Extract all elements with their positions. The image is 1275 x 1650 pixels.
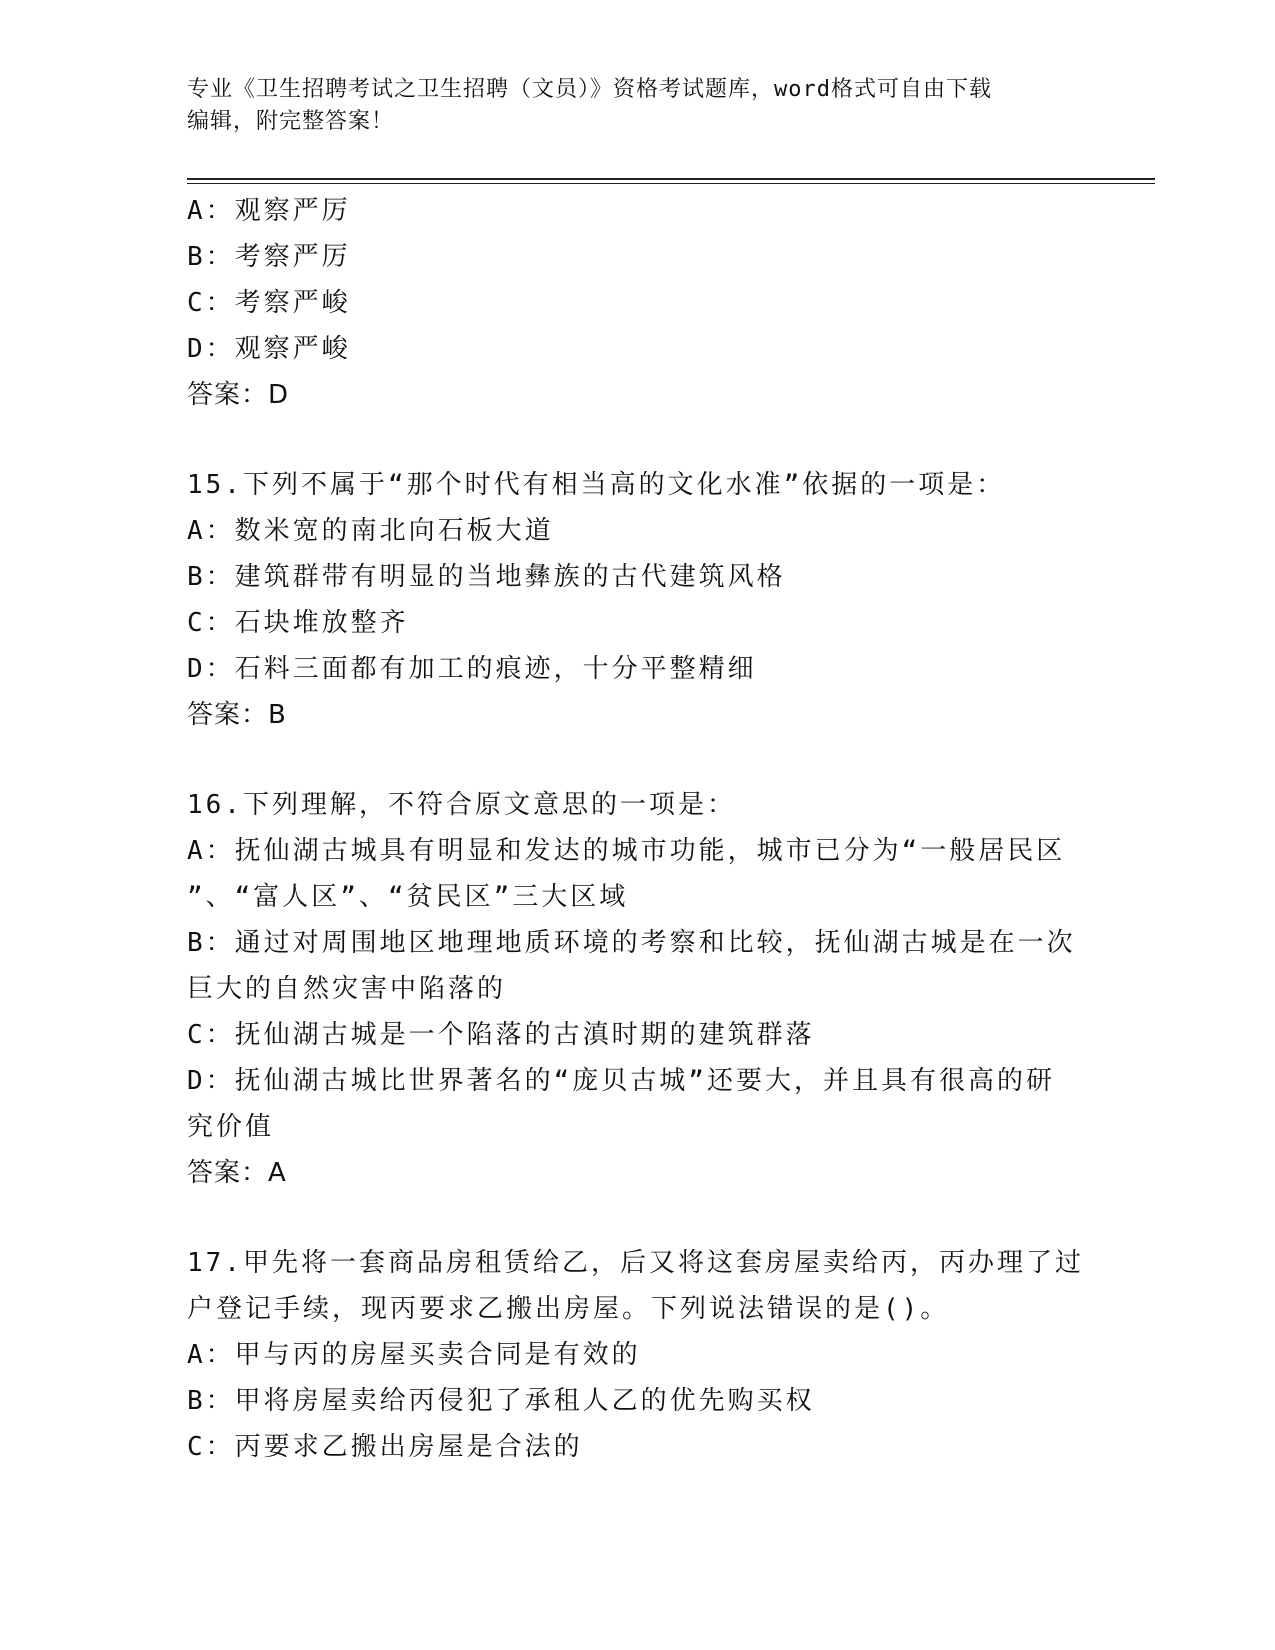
question-text: 15.下列不属于“那个时代有相当高的文化水准”依据的一项是： [187, 470, 1006, 500]
option-c: C：丙要求乙搬出房屋是合法的 [187, 1432, 583, 1462]
header-line-2: 编辑，附完整答案！ [187, 109, 395, 134]
option-d: D：观察严峻 [187, 334, 351, 364]
option-b: B：考察严厉 [187, 242, 351, 272]
answer: 答案：B [187, 700, 287, 730]
answer: 答案：A [187, 1158, 287, 1188]
option-c: C：抚仙湖古城是一个陷落的古滇时期的建筑群落 [187, 1020, 815, 1050]
option-d-line-1: D：抚仙湖古城比世界著名的“庞贝古城”还要大，并且具有很高的研 [187, 1066, 1055, 1096]
option-c: C：考察严峻 [187, 288, 351, 318]
header-divider-thin [187, 183, 1155, 184]
option-d: D：石料三面都有加工的痕迹，十分平整精细 [187, 654, 757, 684]
spacer [187, 738, 1067, 782]
option-a: A：甲与丙的房屋买卖合同是有效的 [187, 1340, 641, 1370]
question-text: 16.下列理解，不符合原文意思的一项是： [187, 790, 736, 820]
option-c: C：石块堆放整齐 [187, 608, 409, 638]
question-text-line-2: 户登记手续，现丙要求乙搬出房屋。下列说法错误的是()。 [187, 1294, 950, 1324]
option-a: A：观察严厉 [187, 196, 351, 226]
option-d-line-2: 究价值 [187, 1112, 275, 1142]
document-header [187, 74, 1067, 138]
question-17 [187, 1240, 1084, 1470]
question-15 [187, 462, 1067, 738]
option-b-line-2: 巨大的自然灾害中陷落的 [187, 974, 507, 1004]
question-text-line-1: 17.甲先将一套商品房租赁给乙，后又将这套房屋卖给丙，丙办理了过 [187, 1248, 1084, 1278]
option-b: B：建筑群带有明显的当地彝族的古代建筑风格 [187, 562, 786, 592]
header-divider-thick [187, 178, 1155, 180]
option-a-line-2: ”、“富人区”、“贫民区”三大区域 [187, 882, 629, 912]
question-list [187, 188, 1084, 1470]
option-b: B：甲将房屋卖给丙侵犯了承租人乙的优先购买权 [187, 1386, 815, 1416]
header-line-1: 专业《卫生招聘考试之卫生招聘（文员）》资格考试题库，word格式可自由下载 [187, 77, 992, 102]
option-b-line-1: B：通过对周围地区地理地质环境的考察和比较，抚仙湖古城是在一次 [187, 928, 1076, 958]
spacer [187, 418, 1067, 462]
option-a-line-1: A：抚仙湖古城具有明显和发达的城市功能，城市已分为“一般居民区 [187, 836, 1066, 866]
option-a: A：数米宽的南北向石板大道 [187, 516, 554, 546]
question-14 [187, 188, 1067, 418]
answer: 答案：D [187, 380, 290, 410]
spacer [187, 1196, 1067, 1240]
question-16 [187, 782, 1076, 1196]
